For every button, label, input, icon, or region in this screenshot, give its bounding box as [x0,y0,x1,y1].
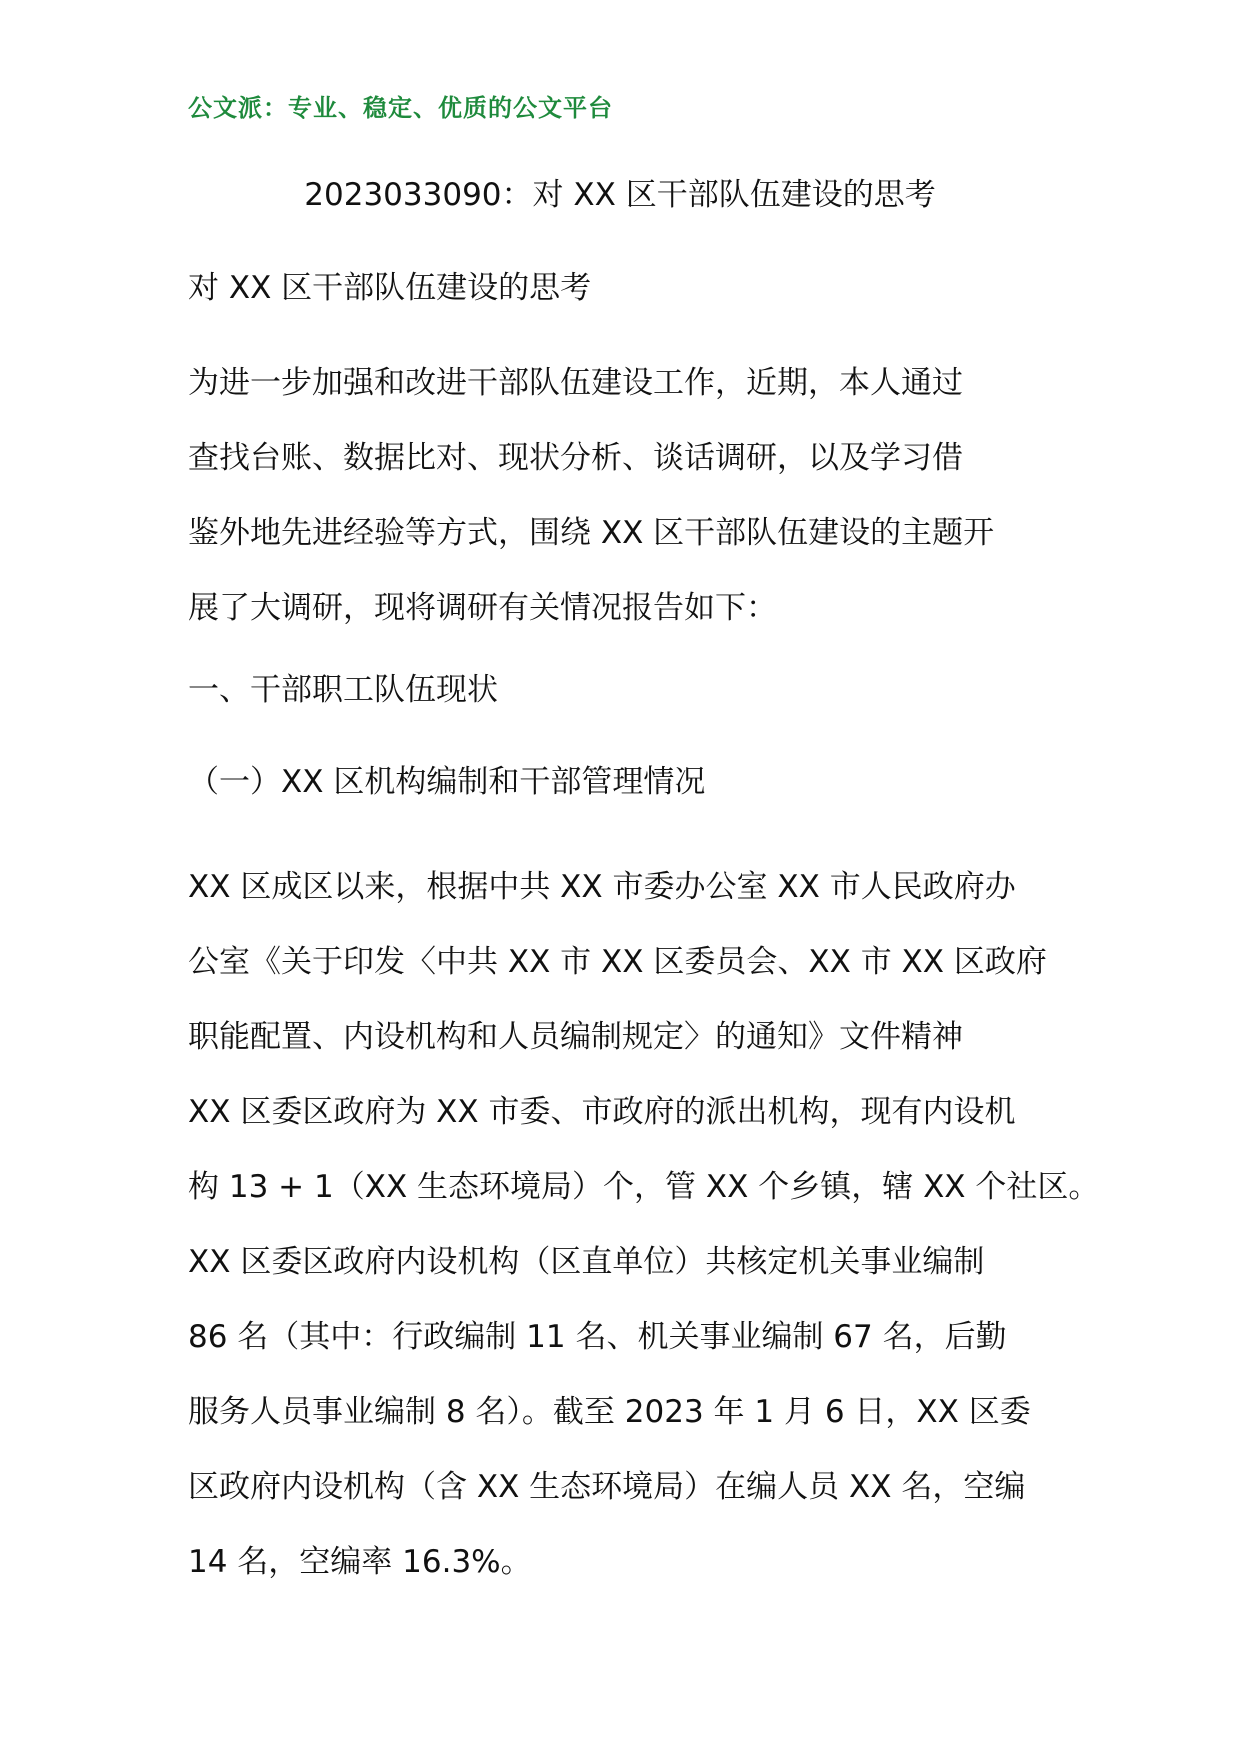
paragraph-line: XX 区成区以来，根据中共 XX 市委办公室 XX 市人民政府办 [188,869,1016,905]
section-heading: 一、干部职工队伍现状 [188,672,498,708]
paragraph-line: XX 区委区政府内设机构（区直单位）共核定机关事业编制 [188,1244,985,1280]
paragraph-line: 公室《关于印发〈中共 XX 市 XX 区委员会、XX 市 XX 区政府 [188,944,1047,980]
document-title: 2023033090：对 XX 区干部队伍建设的思考 [304,177,936,213]
paragraph-line: 服务人员事业编制 8 名）。截至 2023 年 1 月 6 日，XX 区委 [188,1394,1031,1430]
subsection-heading: （一）XX 区机构编制和干部管理情况 [188,764,706,800]
intro-line: 展了大调研，现将调研有关情况报告如下： [188,590,777,626]
section-paragraph [188,850,1100,1600]
paragraph-line: 86 名（其中：行政编制 11 名、机关事业编制 67 名，后勤 [188,1319,1007,1355]
paragraph-line: 构 13 + 1（XX 生态环境局）个，管 XX 个乡镇，辖 XX 个社区。 [188,1169,1100,1205]
intro-line: 查找台账、数据比对、现状分析、谈话调研，以及学习借 [188,440,963,476]
document-subtitle: 对 XX 区干部队伍建设的思考 [188,270,592,306]
paragraph-line: 职能配置、内设机构和人员编制规定〉的通知》文件精神 [188,1019,963,1055]
intro-line: 鉴外地先进经验等方式，围绕 XX 区干部队伍建设的主题开 [188,515,995,551]
brand-header: 公文派：专业、稳定、优质的公文平台 [188,94,613,122]
intro-paragraph [188,346,1058,646]
paragraph-line: 区政府内设机构（含 XX 生态环境局）在编人员 XX 名，空编 [188,1469,1026,1505]
paragraph-line: XX 区委区政府为 XX 市委、市政府的派出机构，现有内设机 [188,1094,1016,1130]
paragraph-line: 14 名，空编率 16.3%。 [188,1544,532,1580]
intro-line: 为进一步加强和改进干部队伍建设工作，近期，本人通过 [188,365,963,401]
